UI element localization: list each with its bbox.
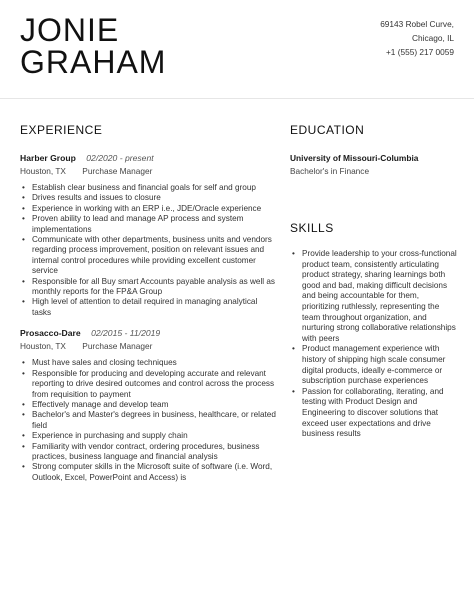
education-section (290, 123, 458, 177)
job-bullets (20, 358, 276, 483)
job-bullet: • Strong computer skills in the Microsoft suite of software (i.e. Word, Outlook, Excel, PowerPoint and Access) is (32, 462, 276, 483)
job-title: Purchase Manager (82, 166, 153, 176)
job-bullet: • Drives results and issues to closure (32, 193, 276, 203)
job-bullet: • Experience in working with an ERP i.e., JDE/Oracle experience (32, 204, 276, 214)
job-dates: 02/2015 - 11/2019 (91, 328, 161, 339)
company-name: Harber Group (20, 153, 76, 163)
job-bullet: • Experience in purchasing and supply chain (32, 431, 276, 441)
address-line: 69143 Robel Curve, (380, 19, 454, 29)
job-bullet: • Communicate with other departments, business units and vendors regarding process improvement, position on relevant issues and internal control procedures while providing excellent customer service (32, 235, 276, 277)
job-bullet: • High level of attention to detail required in managing analytical tasks (32, 297, 276, 318)
job-entry (20, 328, 276, 483)
header-divider (0, 98, 474, 99)
job-entry (20, 153, 276, 318)
job-bullets (20, 183, 276, 318)
job-bullet: • Establish clear business and financial goals for self and group (32, 183, 276, 193)
job-bullet: • Effectively manage and develop team (32, 400, 276, 410)
job-dates: 02/2020 - present (86, 153, 154, 163)
job-location: Houston, TX (20, 341, 66, 352)
phone-line: +1 (555) 217 0059 (385, 47, 454, 57)
sidebar-column (290, 123, 458, 440)
skill-item: • Provide leadership to your cross-functional product team, consistently articulating product strategy, sharing learnings both good and bad, making difficult decisions and being accountable for them, prioritizing ruthlessly, representing the team throughout organization, and nurturing strong collaborative relationships with peers (302, 249, 458, 344)
job-bullet: • Bachelor's and Master's degrees in business, healthcare, or related field (32, 410, 276, 431)
candidate-name (20, 14, 166, 78)
job-bullet: • Responsible for producing and developing accurate and relevant reporting to drive desired outcomes and control across the process from requisition to payment (32, 369, 276, 400)
company-name: Prosacco-Dare (20, 328, 81, 339)
job-bullet: • Proven ability to lead and manage AP process and system implementations (32, 214, 276, 235)
contact-block (380, 17, 454, 59)
skills-section (290, 221, 458, 440)
last-name: GRAHAM (20, 44, 167, 80)
experience-heading: EXPERIENCE (20, 123, 103, 137)
job-location: Houston, TX (20, 166, 66, 176)
job-bullet: • Responsible for all Buy smart Accounts payable analysis as well as monthly reports for the FP&A Group (32, 277, 276, 298)
skills-heading: SKILLS (290, 221, 334, 235)
education-heading: EDUCATION (290, 123, 365, 137)
first-name: JONIE (20, 12, 120, 48)
job-bullet: • Must have sales and closing techniques (32, 358, 276, 368)
school-name: University of Missouri-Columbia (290, 153, 419, 163)
skill-item: • Passion for collaborating, iterating, and testing with Product Design and Engineering to discover solutions that exceed user expectations and drive business results (302, 387, 458, 440)
skill-item: • Product management experience with history of shipping high scale consumer digital products, ideally e-commerce or subscription purchase experiences (302, 344, 458, 386)
experience-section (20, 123, 276, 493)
job-bullet: • Familiarity with vendor contract, ordering procedures, business practices, business language and financial analysis (32, 442, 276, 463)
city-line: Chicago, IL (412, 33, 454, 43)
degree: Bachelor's in Finance (290, 166, 370, 176)
job-title: Purchase Manager (82, 341, 153, 352)
skills-list (290, 249, 458, 440)
